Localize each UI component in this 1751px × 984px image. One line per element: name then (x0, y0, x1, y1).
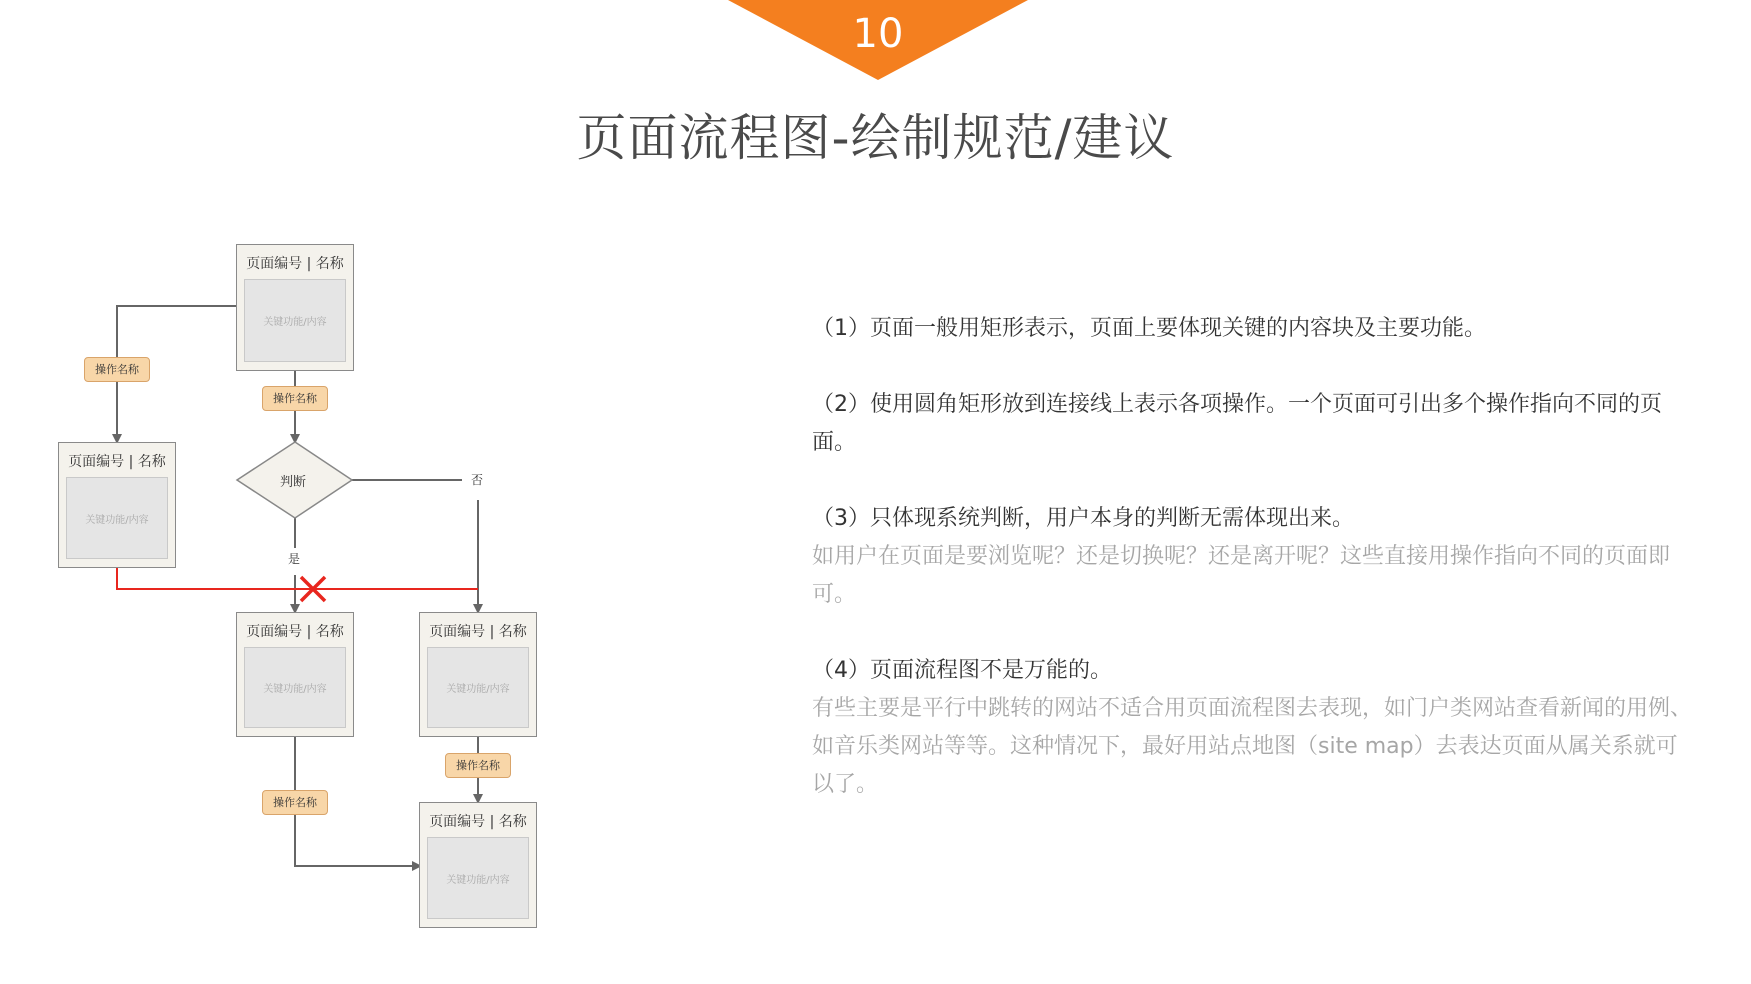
no-branch-label: 否 (471, 473, 484, 487)
page-node-content: 关键功能/内容 (66, 477, 168, 559)
page-node-top (236, 244, 354, 371)
note-heading: （1）页面一般用矩形表示，页面上要体现关键的内容块及主要功能。 (812, 316, 1486, 341)
page-node-middle (236, 612, 354, 737)
page-node-content: 关键功能/内容 (427, 837, 529, 919)
note-heading: （4）页面流程图不是万能的。 (812, 658, 1112, 683)
page-node-title: 页面编号 | 名称 (68, 454, 166, 470)
yes-branch-label: 是 (288, 552, 301, 566)
page-node-right (419, 612, 537, 737)
page-node-bottom (419, 802, 537, 928)
operation-label: 操作名称 (84, 357, 150, 382)
page-node-title: 页面编号 | 名称 (246, 256, 344, 272)
page-node-title: 页面编号 | 名称 (429, 814, 527, 830)
slide-number: 10 (852, 11, 904, 57)
page-node-content: 关键功能/内容 (244, 279, 346, 362)
note-4 (812, 652, 1692, 804)
guideline-notes (812, 310, 1692, 842)
note-3 (812, 500, 1692, 614)
page-node-left (58, 442, 176, 568)
note-detail: 有些主要是平行中跳转的网站不适合用页面流程图去表现，如门户类网站查看新闻的用例、如音乐类网站等等。这种情况下，最好用站点地图（site map）去表达页面从属关系就可以了。 (812, 696, 1693, 797)
note-detail: 如用户在页面是要浏览呢？还是切换呢？还是离开呢？这些直接用操作指向不同的页面即可。 (812, 544, 1671, 607)
operation-label: 操作名称 (262, 790, 328, 815)
page-node-title: 页面编号 | 名称 (429, 624, 527, 640)
page-node-title: 页面编号 | 名称 (246, 624, 344, 640)
page-title: 页面流程图-绘制规范/建议 (576, 109, 1175, 167)
page-flow-diagram (0, 0, 700, 984)
note-heading: （3）只体现系统判断，用户本身的判断无需体现出来。 (812, 506, 1354, 531)
note-1 (812, 310, 1692, 348)
note-2 (812, 386, 1692, 462)
operation-label: 操作名称 (262, 386, 328, 411)
decision-label: 判断 (280, 475, 307, 490)
operation-label: 操作名称 (445, 753, 511, 778)
note-heading: （2）使用圆角矩形放到连接线上表示各项操作。一个页面可引出多个操作指向不同的页面。 (812, 392, 1662, 455)
page-node-content: 关键功能/内容 (244, 647, 346, 728)
page-node-content: 关键功能/内容 (427, 647, 529, 728)
